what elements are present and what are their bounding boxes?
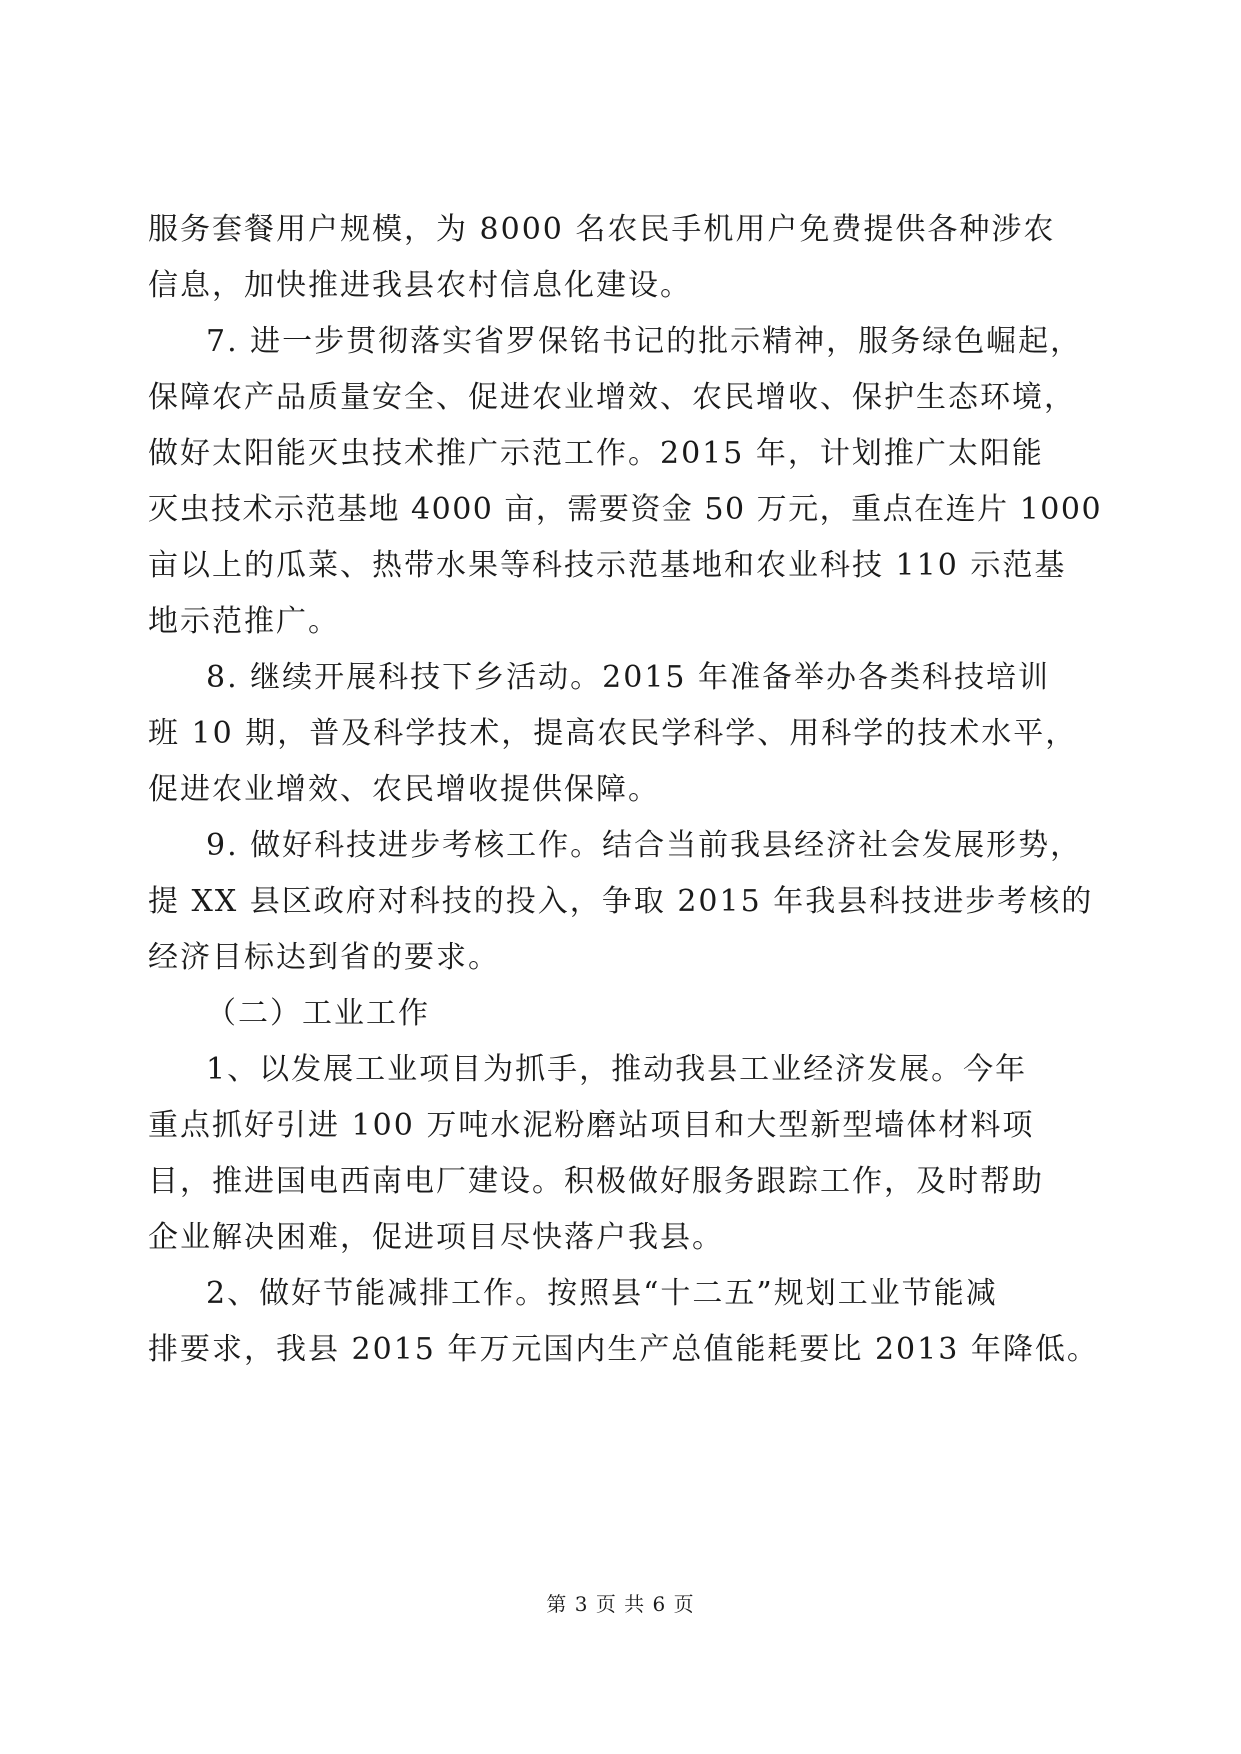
text-line: 9. 做好科技进步考核工作。结合当前我县经济社会发展形势， [206,828,1083,863]
text-line: 灭虫技术示范基地 4000 亩，需要资金 50 万元，重点在连片 1000 [148,492,1103,527]
text-line: 企业解决困难，促进项目尽快落户我县。 [148,1220,724,1255]
text-line: 信息，加快推进我县农村信息化建设。 [148,268,692,303]
text-line: 班 10 期，普及科学技术，提高农民学科学、用科学的技术水平， [148,716,1078,751]
text-line: 服务套餐用户规模，为 8000 名农民手机用户免费提供各种涉农 [148,212,1056,247]
text-line: 做好太阳能灭虫技术推广示范工作。2015 年，计划推广太阳能 [148,436,1044,471]
text-line: 重点抓好引进 100 万吨水泥粉磨站项目和大型新型墙体材料项 [148,1108,1035,1143]
text-line: 8. 继续开展科技下乡活动。2015 年准备举办各类科技培训 [206,660,1051,695]
text-line: 2、做好节能减排工作。按照县“十二五”规划工业节能减 [206,1276,998,1311]
text-line: 地示范推广。 [148,604,340,639]
text-line: 保障农产品质量安全、促进农业增效、农民增收、保护生态环境， [148,380,1076,415]
text-line: 7. 进一步贯彻落实省罗保铭书记的批示精神，服务绿色崛起， [206,324,1083,359]
text-line: 亩以上的瓜菜、热带水果等科技示范基地和农业科技 110 示范基 [148,548,1067,583]
text-line: 排要求，我县 2015 年万元国内生产总值能耗要比 2013 年降低。 [148,1332,1099,1367]
text-line: 促进农业增效、农民增收提供保障。 [148,772,660,807]
section-heading: （二）工业工作 [206,996,430,1031]
text-line: 1、以发展工业项目为抓手，推动我县工业经济发展。今年 [206,1052,1028,1087]
text-line: 提 XX 县区政府对科技的投入，争取 2015 年我县科技进步考核的 [148,884,1094,919]
page-number-footer: 第 3 页 共 6 页 [546,1592,695,1616]
text-line: 目，推进国电西南电厂建设。积极做好服务跟踪工作，及时帮助 [148,1164,1044,1199]
text-line: 经济目标达到省的要求。 [148,940,500,975]
